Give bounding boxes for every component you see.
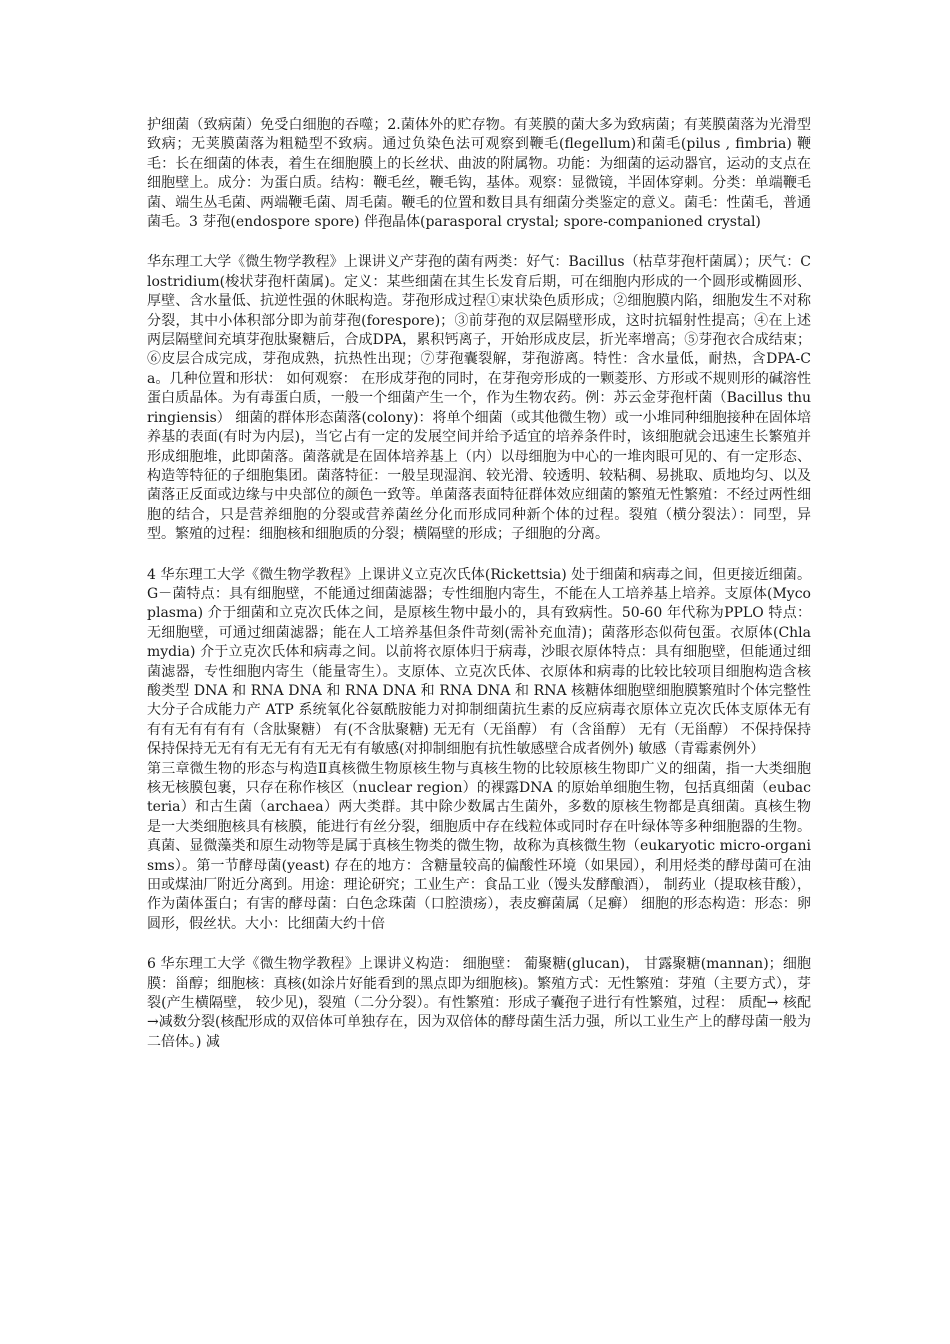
paragraph-eukaryotic-yeast: 第三章微生物的形态与构造Ⅱ真核微生物原核生物与真核生物的比较原核生物即广义的细菌，指一大类细胞核无核膜包裹，只存在称作核区（nuclear region）的裸露DNA 的原始单细胞生物，包括真细菌（eubacteria）和古生菌（archaea）两大类群。其中除少数属古生菌外，多数的原核生物都是真细菌。真核生物是一大类细胞核具有核膜，能进行有丝分裂，细胞质中存在线粒体或同时存在叶绿体等多种细胞器的生物。真菌、显微藻类和原生动物等是属于真核生物类的微生物，故称为真核微生物（eukaryotic micro-organisms）。第一节酵母菌(yeast) 存在的地方：含糖量较高的偏酸性环境（如果园），利用烃类的酵母菌可在油田或煤油厂附近分离到。用途：理论研究；工业生产：食品工业（馒头发酵酿酒）， 制药业（提取核苷酸），作为菌体蛋白；有害的酵母菌：白色念珠菌（口腔溃疡），表皮癣菌属（足癣） 细胞的形态构造：形态：卵圆形，假丝状。大小：比细菌大约十倍	[147, 760, 811, 932]
document-page	[147, 116, 811, 1052]
paragraph-rickettsia-mycoplasma: 4 华东理工大学《微生物学教程》上课讲义立克次氏体(Rickettsia) 处于细菌和病毒之间，但更接近细菌。G－菌特点：具有细胞壁，不能通过细菌滤器；专性细胞内寄生，不能在人工培养基上培养。支原体(Mycoplasma) 介于细菌和立克次氏体之间，是原核生物中最小的，具有致病性。50-60 年代称为PPLO 特点：无细胞壁，可通过细菌滤器；能在人工培养基但条件苛刻(需补充血清)；菌落形态似荷包蛋。衣原体(Chlamydia) 介于立克次氏体和病毒之间。以前将衣原体归于病毒，沙眼衣原体特点：具有细胞壁，但能通过细菌滤器，专性细胞内寄生（能量寄生）。支原体、立克次氏体、衣原体和病毒的比较比较项目细胞构造含核酸类型 DNA 和 RNA DNA 和 RNA DNA 和 RNA DNA 和 RNA 核糖体细胞壁细胞膜繁殖时个体完整性大分子合成能力产 ATP 系统氧化谷氨酰胺能力对抑制细菌抗生素的反应病毒衣原体立克次氏体支原体无有有有无有有有有（含肽聚糖） 有(不含肽聚糖) 无无有（无甾醇） 有（含甾醇） 无有（无甾醇） 不保持保持保持保持无无有有无无有有无无有有敏感(对抑制细胞有抗性敏感壁合成者例外) 敏感（青霉素例外）	[147, 566, 811, 758]
paragraph-capsule-flagella: 护细菌（致病菌）免受白细胞的吞噬；2.菌体外的贮存物。有荚膜的菌大多为致病菌；有荚膜菌落为光滑型致病；无荚膜菌落为粗糙型不致病。通过负染色法可观察到鞭毛(flegellum)和菌毛(pilus , fimbria) 鞭毛：长在细菌的体表，着生在细胞膜上的长丝状、曲波的附属物。功能：为细菌的运动器官，运动的支点在细胞壁上。成分：为蛋白质。结构：鞭毛丝，鞭毛钩，基体。观察：显微镜，半固体穿刺。分类：单端鞭毛菌、端生丛毛菌、两端鞭毛菌、周毛菌。鞭毛的位置和数目具有细菌分类鉴定的意义。菌毛：性菌毛，普通菌毛。3 芽孢(endospore spore) 伴孢晶体(parasporal crystal; spore-companioned crystal)	[147, 117, 811, 231]
paragraph-yeast-structure: 6 华东理工大学《微生物学教程》上课讲义构造： 细胞壁： 葡聚糖(glucan)， 甘露聚糖(mannan)；细胞膜：甾醇；细胞核：真核(如涂片好能看到的黑点即为细胞核)。繁殖方式：无性繁殖：芽殖（主要方式），芽裂(产生横隔壁， 较少见)，裂殖（二分分裂）。有性繁殖：形成子囊孢子进行有性繁殖，过程： 质配→ 核配→减数分裂(核配形成的双倍体可单独存在，因为双倍体的酵母菌生活力强，所以工业生产上的酵母菌一般为二倍体。) 减	[147, 956, 811, 1050]
paragraph-endospore-colony: 华东理工大学《微生物学教程》上课讲义产芽孢的菌有两类：好气：Bacillus（枯草芽孢杆菌属）；厌气：Clostridium(梭状芽孢杆菌属)。定义：某些细菌在其生长发育后期，可在细胞内形成的一个圆形或椭圆形、厚壁、含水量低、抗逆性强的休眠构造。芽孢形成过程①束状染色质形成；②细胞膜内陷，细胞发生不对称分裂，其中小体积部分即为前芽孢(forespore)；③前芽孢的双层隔壁形成，这时抗辐射性提高；④在上述两层隔壁间充填芽孢肽聚糖后，合成DPA，累积钙离子，开始形成皮层，折光率增高；⑤芽孢衣合成结束；⑥皮层合成完成，芽孢成熟，抗热性出现；⑦芽孢囊裂解，芽孢游离。特性：含水量低，耐热，含DPA-Ca。几种位置和形状： 如何观察： 在形成芽孢的同时，在芽孢旁形成的一颗菱形、方形或不规则形的碱溶性蛋白质晶体。为有毒蛋白质，一般一个细菌产生一个，作为生物农药。例：苏云金芽孢杆菌（Bacillus thuringiensis） 细菌的群体形态菌落(colony)：将单个细菌（或其他微生物）或一小堆同种细胞接种在固体培养基的表面(有时为内层)，当它占有一定的发展空间并给予适宜的培养条件时，该细胞就会迅速生长繁殖并形成细胞堆，此即菌落。菌落就是在固体培养基上（内）以母细胞为中心的一堆肉眼可见的、有一定形态、构造等特征的子细胞集团。菌落特征：一般呈现湿润、较光滑、较透明、较粘稠、易挑取、质地均匀、以及菌落正反面或边缘与中央部位的颜色一致等。单菌落表面特征群体效应细菌的繁殖无性繁殖：不经过两性细胞的结合，只是营养细胞的分裂或营养菌丝分化而形成同种新个体的过程。裂殖（横分裂法）：同型，异型。繁殖的过程：细胞核和细胞质的分裂；横隔壁的形成；子细胞的分离。	[147, 254, 811, 543]
